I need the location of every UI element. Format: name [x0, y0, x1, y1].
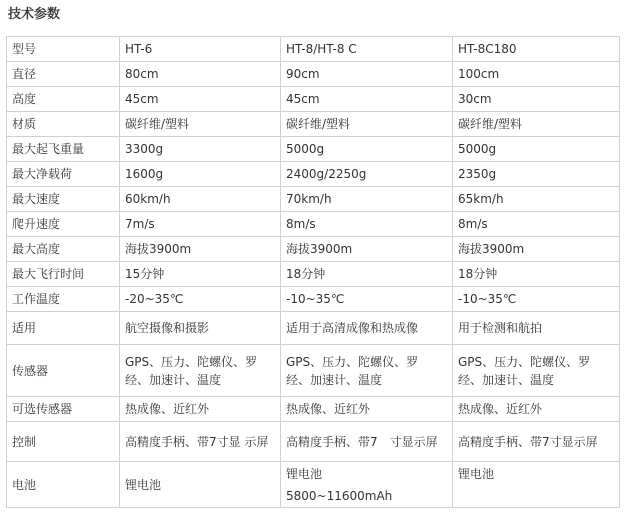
- table-cell: [281, 345, 453, 397]
- table-cell: [453, 345, 620, 397]
- row-label: 材质: [7, 112, 120, 137]
- table-cell: 适用于高清成像和热成像: [281, 312, 453, 345]
- table-cell: -10~35℃: [281, 287, 453, 312]
- spec-table: [6, 36, 620, 508]
- row-label: 最大速度: [7, 187, 120, 212]
- table-cell: [120, 345, 281, 397]
- table-cell: 15分钟: [120, 262, 281, 287]
- cell-line: GPS、压力、陀螺仪、罗: [286, 354, 419, 369]
- cell-line: GPS、压力、陀螺仪、罗: [125, 354, 258, 369]
- table-cell: HT-8/HT-8 C: [281, 37, 453, 62]
- table-cell: 2400g/2250g: [281, 162, 453, 187]
- table-cell: 锂电池: [453, 462, 620, 508]
- row-label: 最大净载荷: [7, 162, 120, 187]
- row-label: 直径: [7, 62, 120, 87]
- table-cell: 100cm: [453, 62, 620, 87]
- table-cell: 80cm: [120, 62, 281, 87]
- table-row: [7, 422, 620, 462]
- table-cell: [281, 462, 453, 508]
- table-cell: 高精度手柄、带7 寸显示屏: [281, 422, 453, 462]
- table-row: [7, 62, 620, 87]
- row-label: 型号: [7, 37, 120, 62]
- table-cell: 热成像、近红外: [453, 397, 620, 422]
- row-label: 电池: [7, 462, 120, 508]
- table-row: [7, 212, 620, 237]
- row-label: 爬升速度: [7, 212, 120, 237]
- table-row: [7, 237, 620, 262]
- table-cell: 航空摄像和摄影: [120, 312, 281, 345]
- table-cell: 海拔3900m: [281, 237, 453, 262]
- table-cell: 海拔3900m: [453, 237, 620, 262]
- table-cell: 碳纤维/塑料: [453, 112, 620, 137]
- table-cell: 热成像、近红外: [281, 397, 453, 422]
- table-cell: 热成像、近红外: [120, 397, 281, 422]
- row-label: 最大起飞重量: [7, 137, 120, 162]
- row-label: 高度: [7, 87, 120, 112]
- cell-line: GPS、压力、陀螺仪、罗: [458, 354, 591, 369]
- table-cell: 海拔3900m: [120, 237, 281, 262]
- row-label: 可选传感器: [7, 397, 120, 422]
- table-cell: 5000g: [453, 137, 620, 162]
- table-row: [7, 262, 620, 287]
- table-row: [7, 287, 620, 312]
- row-label: 控制: [7, 422, 120, 462]
- row-label: 传感器: [7, 345, 120, 397]
- table-row: [7, 187, 620, 212]
- cell-line: 经、加速计、温度: [286, 372, 383, 387]
- table-row: [7, 462, 620, 508]
- cell-line: 锂电池: [286, 467, 323, 481]
- table-row: [7, 87, 620, 112]
- table-row: [7, 162, 620, 187]
- table-row: [7, 112, 620, 137]
- table-cell: 70km/h: [281, 187, 453, 212]
- table-cell: 7m/s: [120, 212, 281, 237]
- table-cell: -20~35℃: [120, 287, 281, 312]
- table-cell: 45cm: [120, 87, 281, 112]
- table-cell: 高精度手柄、带7寸显 示屏: [120, 422, 281, 462]
- table-cell: -10~35℃: [453, 287, 620, 312]
- table-cell: HT-6: [120, 37, 281, 62]
- table-cell: 锂电池: [120, 462, 281, 508]
- table-cell: 18分钟: [281, 262, 453, 287]
- table-cell: 18分钟: [453, 262, 620, 287]
- row-label: 最大飞行时间: [7, 262, 120, 287]
- section-title: 技术参数: [8, 7, 61, 22]
- table-row: [7, 345, 620, 397]
- table-cell: 65km/h: [453, 187, 620, 212]
- row-label: 最大高度: [7, 237, 120, 262]
- table-row: [7, 312, 620, 345]
- table-cell: 5000g: [281, 137, 453, 162]
- cell-line: 经、加速计、温度: [125, 372, 222, 387]
- table-row: [7, 397, 620, 422]
- table-cell: 2350g: [453, 162, 620, 187]
- table-cell: 8m/s: [281, 212, 453, 237]
- table-cell: 1600g: [120, 162, 281, 187]
- table-cell: 8m/s: [453, 212, 620, 237]
- table-cell: 用于检测和航拍: [453, 312, 620, 345]
- cell-line: 经、加速计、温度: [458, 372, 555, 387]
- table-row: [7, 137, 620, 162]
- row-label: 适用: [7, 312, 120, 345]
- table-row: [7, 37, 620, 62]
- table-cell: 碳纤维/塑料: [281, 112, 453, 137]
- table-cell: 90cm: [281, 62, 453, 87]
- table-cell: 碳纤维/塑料: [120, 112, 281, 137]
- table-cell: 45cm: [281, 87, 453, 112]
- row-label: 工作温度: [7, 287, 120, 312]
- table-cell: 30cm: [453, 87, 620, 112]
- table-cell: 60km/h: [120, 187, 281, 212]
- table-cell: 高精度手柄、带7寸显示屏: [453, 422, 620, 462]
- table-cell: HT-8C180: [453, 37, 620, 62]
- table-cell: 3300g: [120, 137, 281, 162]
- cell-line: 5800~11600mAh: [286, 489, 393, 503]
